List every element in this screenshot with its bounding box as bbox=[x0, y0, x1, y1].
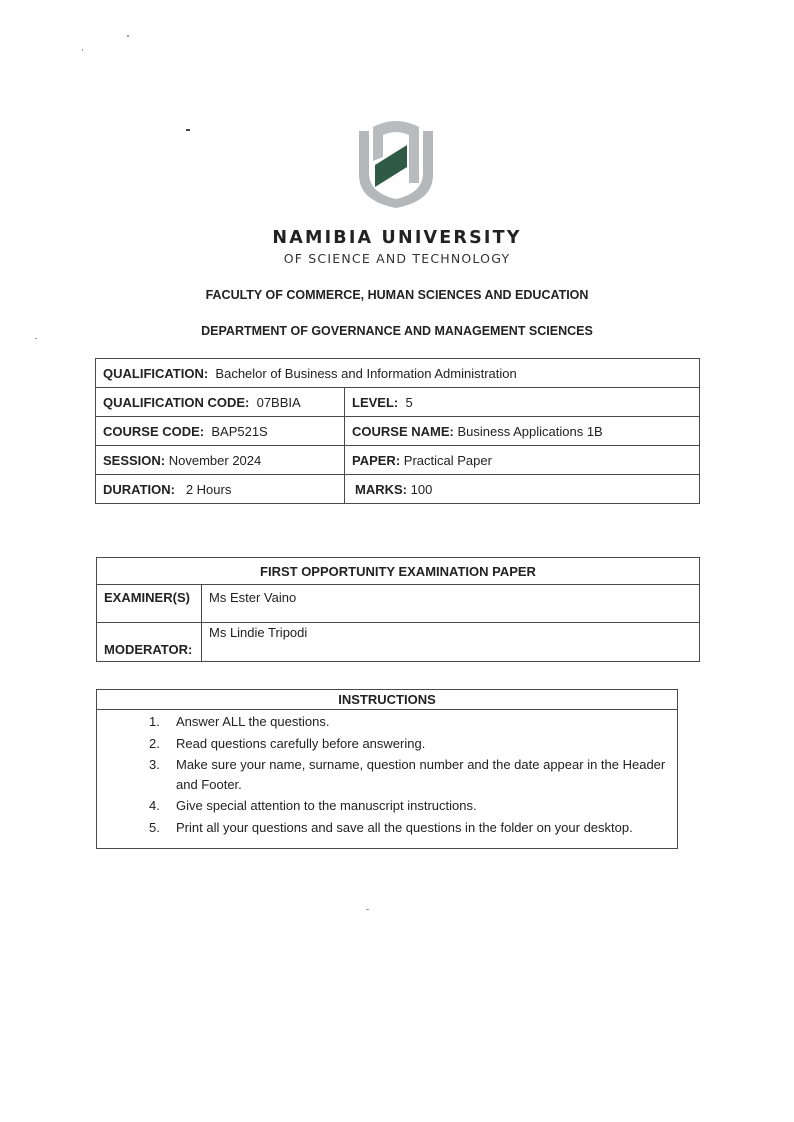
item-text: Read questions carefully before answering. bbox=[176, 735, 426, 751]
course-name-value: Business Applications 1B bbox=[457, 423, 603, 439]
exam-panel-title: FIRST OPPORTUNITY EXAMINATION PAPER bbox=[97, 558, 700, 585]
item-number: 3. bbox=[149, 757, 160, 772]
course-name-cell bbox=[345, 417, 700, 446]
examiner-label: EXAMINER(S) bbox=[97, 585, 202, 623]
table-row bbox=[96, 446, 700, 475]
qualification-label: QUALIFICATION: bbox=[103, 365, 209, 381]
list-item bbox=[97, 755, 677, 794]
faculty-heading: FACULTY OF COMMERCE, HUMAN SCIENCES AND EDUCATION bbox=[205, 288, 589, 302]
list-item bbox=[97, 734, 677, 754]
item-text: Answer ALL the questions. bbox=[176, 714, 330, 729]
item-number: 4. bbox=[149, 798, 160, 813]
list-item bbox=[97, 796, 677, 816]
moderator-label: MODERATOR: bbox=[97, 623, 202, 662]
qualification-value: Bachelor of Business and Information Administration bbox=[215, 365, 517, 381]
instructions-title: INSTRUCTIONS bbox=[97, 690, 677, 710]
table-row bbox=[96, 475, 700, 504]
instructions-box bbox=[96, 689, 678, 849]
qualification-cell bbox=[96, 359, 700, 388]
scan-speck bbox=[186, 129, 190, 131]
session-cell bbox=[96, 446, 345, 475]
item-number: 5. bbox=[149, 819, 160, 835]
table-row bbox=[96, 417, 700, 446]
item-text: Make sure your name, surname, question number and the date appear in the Header and Footer. bbox=[176, 757, 666, 792]
moderator-value: Ms Lindie Tripodi bbox=[202, 623, 700, 662]
scan-speck bbox=[82, 49, 83, 51]
paper-value: Practical Paper bbox=[403, 452, 492, 468]
qualification-code-cell bbox=[96, 388, 345, 417]
duration-label: DURATION: bbox=[103, 481, 175, 497]
qualification-code-value: 07BBIA bbox=[256, 394, 301, 410]
duration-value: 2 Hours bbox=[185, 481, 232, 497]
paper-label: PAPER: bbox=[352, 452, 401, 468]
university-subtitle: OF SCIENCE AND TECHNOLOGY bbox=[283, 251, 511, 266]
scan-speck bbox=[366, 909, 369, 910]
level-label: LEVEL: bbox=[352, 394, 399, 410]
course-name-label: COURSE NAME: bbox=[352, 423, 454, 439]
scan-speck bbox=[35, 338, 37, 339]
university-name: NAMIBIA UNIVERSITY bbox=[272, 228, 522, 248]
university-logo bbox=[355, 117, 437, 209]
department-heading: DEPARTMENT OF GOVERNANCE AND MANAGEMENT SCIENCES bbox=[201, 324, 593, 338]
examiner-value: Ms Ester Vaino bbox=[202, 585, 700, 623]
course-code-cell bbox=[96, 417, 345, 446]
paper-cell bbox=[345, 446, 700, 475]
marks-label: MARKS: bbox=[355, 481, 407, 497]
level-value: 5 bbox=[405, 394, 413, 410]
item-number: 2. bbox=[149, 735, 160, 751]
nust-shield-logo-icon bbox=[355, 117, 437, 209]
table-row bbox=[96, 359, 700, 388]
item-text: Print all your questions and save all the questions in the folder on your desktop. bbox=[176, 819, 633, 835]
table-row bbox=[96, 388, 700, 417]
table-row bbox=[97, 558, 700, 585]
marks-value: 100 bbox=[410, 481, 433, 497]
list-item bbox=[97, 818, 677, 838]
course-info-table bbox=[95, 358, 700, 504]
list-item bbox=[97, 712, 677, 732]
table-row bbox=[97, 585, 700, 623]
duration-cell bbox=[96, 475, 345, 504]
session-value: November 2024 bbox=[168, 452, 262, 468]
marks-cell bbox=[345, 475, 700, 504]
session-label: SESSION: bbox=[103, 452, 166, 468]
instructions-list bbox=[97, 712, 677, 837]
qualification-code-label: QUALIFICATION CODE: bbox=[103, 394, 250, 410]
course-code-label: COURSE CODE: bbox=[103, 423, 205, 439]
item-text: Give special attention to the manuscript instructions. bbox=[176, 798, 477, 813]
item-number: 1. bbox=[149, 714, 160, 729]
level-cell bbox=[345, 388, 700, 417]
scan-speck bbox=[127, 35, 129, 37]
course-code-value: BAP521S bbox=[211, 423, 268, 439]
table-row bbox=[97, 623, 700, 662]
exam-panel-table bbox=[96, 557, 700, 662]
